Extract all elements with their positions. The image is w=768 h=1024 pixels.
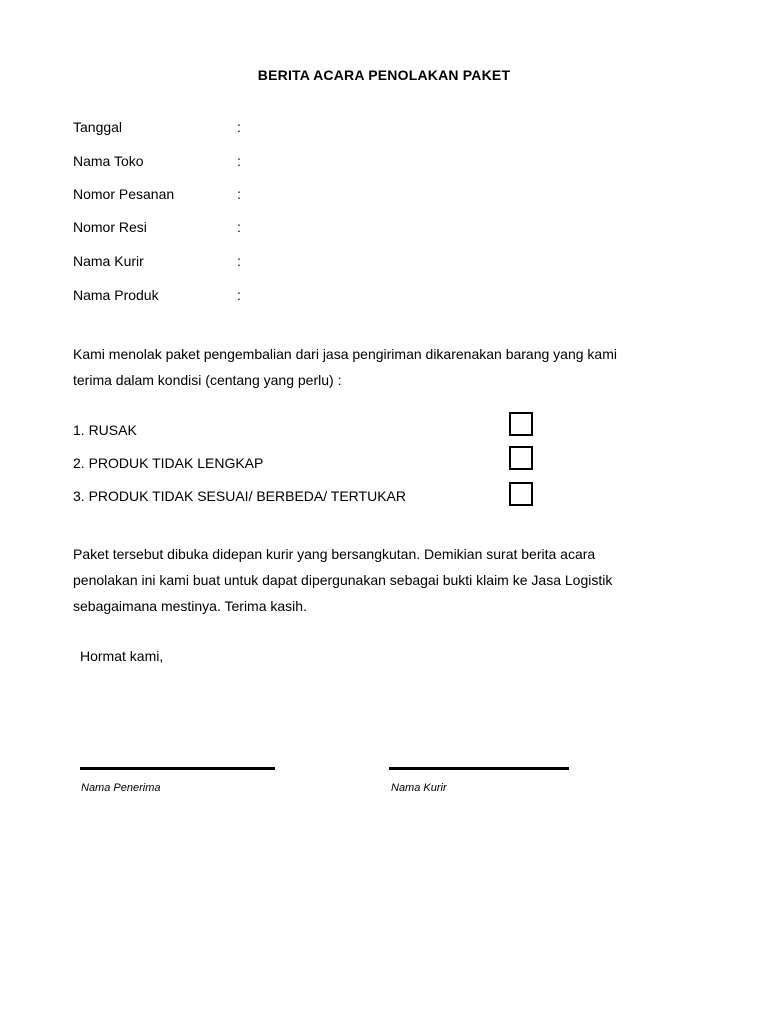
field-colon: : xyxy=(237,253,241,269)
field-colon: : xyxy=(237,219,241,235)
field-nomor-pesanan xyxy=(73,186,247,204)
statement-paragraph xyxy=(73,541,693,619)
signature-label-kurir: Nama Kurir xyxy=(391,782,447,794)
field-colon: : xyxy=(237,287,241,303)
field-label: Nama Produk xyxy=(73,287,159,303)
field-colon: : xyxy=(237,186,241,202)
signature-line-kurir xyxy=(389,767,569,770)
option-label-tidak-sesuai: 3. PRODUK TIDAK SESUAI/ BERBEDA/ TERTUKAR xyxy=(73,488,406,504)
field-nomor-resi xyxy=(73,219,247,237)
field-nama-toko xyxy=(73,153,247,171)
field-label: Nomor Pesanan xyxy=(73,186,175,202)
checkbox-rusak[interactable] xyxy=(509,412,533,436)
intro-line: terima dalam kondisi (centang yang perlu) : xyxy=(73,372,342,388)
checkbox-tidak-sesuai[interactable] xyxy=(509,482,533,506)
field-nama-produk xyxy=(73,287,247,305)
intro-paragraph xyxy=(73,341,693,393)
option-label-rusak: 1. RUSAK xyxy=(73,422,137,438)
statement-line: Paket tersebut dibuka didepan kurir yang bersangkutan. Demikian surat berita acara xyxy=(73,546,596,562)
field-label: Nomor Resi xyxy=(73,219,147,235)
field-colon: : xyxy=(237,153,241,169)
field-nama-kurir xyxy=(73,253,247,271)
document-title: BERITA ACARA PENOLAKAN PAKET xyxy=(257,67,511,83)
signature-line-penerima xyxy=(80,767,275,770)
field-label: Nama Toko xyxy=(73,153,144,169)
field-label: Tanggal xyxy=(73,119,123,135)
option-label-tidak-lengkap: 2. PRODUK TIDAK LENGKAP xyxy=(73,455,264,471)
field-label: Nama Kurir xyxy=(73,253,144,269)
checkbox-tidak-lengkap[interactable] xyxy=(509,446,533,470)
statement-line: sebagaimana mestinya. Terima kasih. xyxy=(73,598,307,614)
statement-line: penolakan ini kami buat untuk dapat dipergunakan sebagai bukti klaim ke Jasa Logistik xyxy=(73,572,613,588)
field-tanggal xyxy=(73,119,247,137)
closing-text: Hormat kami, xyxy=(80,648,164,664)
intro-line: Kami menolak paket pengembalian dari jasa pengiriman dikarenakan barang yang kami xyxy=(73,346,617,362)
field-colon: : xyxy=(237,119,241,135)
signature-label-penerima: Nama Penerima xyxy=(81,782,161,794)
